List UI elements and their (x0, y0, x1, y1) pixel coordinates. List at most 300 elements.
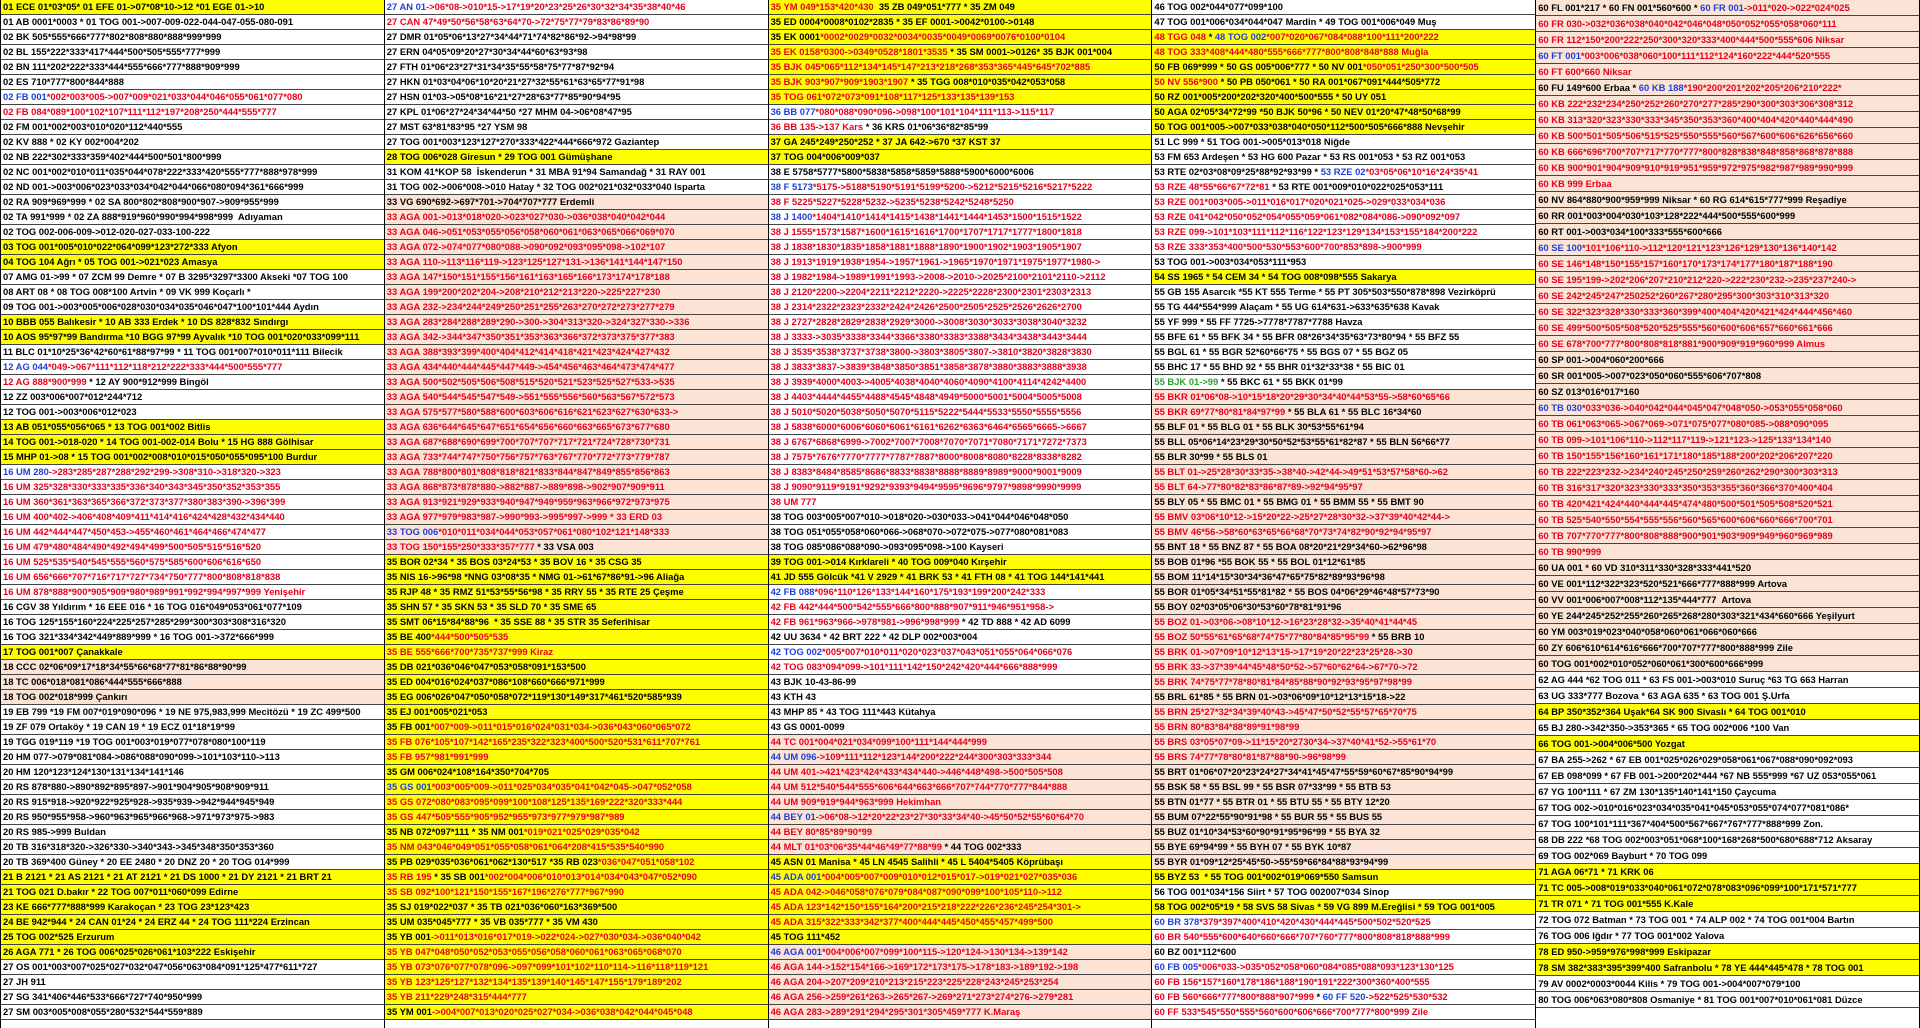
plate-row (385, 390, 768, 405)
plate-row-text: 35 YB 073*076*077*078*096->097*099*101*102*110*114->116*118*119*121 (386, 961, 709, 972)
plate-row-text: 16 UM 442*444*447*450*453->455*460*461*464*466*474*477 (3, 526, 266, 537)
plate-row-text: *1404*1410*1414*1415*1438*1441*1444*1453*1500*1515*1522 (812, 211, 1082, 222)
plate-row (1, 825, 384, 840)
plate-row-text: 65 BJ 280->342*350->353*365 * 65 TOG 002*006 *100 Van (1538, 722, 1790, 733)
plate-row (1152, 645, 1535, 660)
plate-row (385, 150, 768, 165)
plate-row (1152, 960, 1535, 975)
plate-row-text: *444*500*505*535 (431, 631, 509, 642)
plate-row-text: 55 BLY 05 * 55 BMC 01 * 55 BMG 01 * 55 BMM 55 * 55 BMT 90 (1154, 496, 1424, 507)
plate-row-text: 38 J 5838*6000*6006*6060*6061*6161*6262*6363*6464*6565*6665->6667 (770, 421, 1087, 432)
plate-row-text: 71 TC 005->008*019*033*040*061*072*078*083*096*099*100*171*571*777 (1538, 882, 1857, 893)
plate-row-text: 38 J 3833*3837->3839*3848*3850*3851*3858*3878*3880*3883*3888*3938 (770, 361, 1087, 372)
plate-row (385, 255, 768, 270)
plate-row-text: 38 J 1913*1919*1938*1954->1957*1961->1965*1970*1971*1975*1977*1980-> (770, 256, 1101, 267)
plate-row (1, 885, 384, 900)
plate-row-text: 21 B 2121 * 21 AS 2121 * 21 AT 2121 * 21 DS 1000 * 21 DY 2121 * 21 BRT 21 (3, 871, 332, 882)
plate-row-text: 60 FR 112*150*200*222*250*300*320*333*400*444*500*555*606 Niksar (1538, 34, 1845, 45)
plate-row-text: 13 AB 051*055*056*065 * 13 TOG 001*002 Bitlis (3, 421, 211, 432)
plate-row (1, 315, 384, 330)
plate-row (1536, 160, 1919, 176)
plate-row-text: 53 TOG 001->003*034*053*111*953 (1154, 256, 1307, 267)
plate-row (769, 510, 1152, 525)
plate-row-text: 02 KV 888 * 02 KY 002*004*202 (3, 136, 139, 147)
plate-row-text: 19 TGG 019*119 *19 TOG 001*003*019*077*078*080*100*119 (3, 736, 266, 747)
plate-row (1152, 945, 1535, 960)
plate-row (769, 75, 1152, 90)
plate-row-text: 16 CGV 38 Yıldırım * 16 EEE 016 * 16 TOG 016*049*053*061*077*109 (3, 601, 302, 612)
plate-row (385, 300, 768, 315)
plate-row (1, 930, 384, 945)
plate-row-text: 20 HM 077->079*081*084->086*088*090*099->101*103*110->113 (3, 751, 280, 762)
plate-row-text: 60 KB 188 (1638, 82, 1684, 93)
plate-row-text: 35 FB 957*981*991*999 (386, 751, 489, 762)
plate-row (1536, 64, 1919, 80)
plate-row (1536, 800, 1919, 816)
plate-row-text: * 55 BKC 61 * 55 BKK 01*99 (1218, 376, 1343, 387)
plate-row-text: 35 GS 072*080*083*095*099*100*108*125*135*169*222*320*333*444 (386, 796, 683, 807)
plate-row-text: 33 AGA 913*921*929*933*940*947*949*959*963*966*972*973*975 (386, 496, 670, 507)
plate-row-text: *096*110*126*133*144*160*175*193*199*200*242*333 (814, 586, 1046, 597)
plate-row (1, 255, 384, 270)
plate-row-text: 23 KE 666*777*888*999 Karakoçan * 23 TOG 23*123*423 (3, 901, 250, 912)
plate-row (1536, 624, 1919, 640)
plate-row-text: 21 TOG 021 D.bakır * 22 TOG 007*011*060*099 Edirne (3, 886, 239, 897)
plate-row (1, 810, 384, 825)
plate-row (1536, 96, 1919, 112)
plate-row (1152, 570, 1535, 585)
plate-row (385, 210, 768, 225)
plate-row (385, 450, 768, 465)
plate-row (769, 660, 1152, 675)
plate-row (385, 810, 768, 825)
plate-row (769, 885, 1152, 900)
plate-row (1152, 90, 1535, 105)
plate-row-text: * 12 AY 900*912*999 Bingöl (86, 376, 209, 387)
plate-row-text: 02 RA 909*969*999 * 02 SA 800*802*808*900*907->909*955*999 (3, 196, 279, 207)
plate-row (1, 450, 384, 465)
plate-row (1, 210, 384, 225)
plate-row-text: 20 RS 985->999 Buldan (3, 826, 106, 837)
plate-row (1536, 448, 1919, 464)
plate-row (1536, 16, 1919, 32)
plate-row-text: 35 RB 195 (386, 871, 432, 882)
plate-row-text: 53 FM 653 Ardeşen * 53 HG 600 Pazar * 53 RS 001*053 * 53 RZ 001*053 (1154, 151, 1466, 162)
plate-row (769, 675, 1152, 690)
plate-row-text: 02 BL 155*222*333*417*444*500*505*555*777*999 (3, 46, 221, 57)
plate-row-text: 55 BRK 01->07*09*10*12*13*15->17*19*20*22*23*25*28->30 (1154, 646, 1413, 657)
plate-row (769, 750, 1152, 765)
plate-row-text: 33 TOG 150*155*250*333*357*777 (386, 541, 535, 552)
plate-row-text: 01 AB 0001*0003 * 01 TOG 001->007-009-022-044-047-055-080-091 (3, 16, 294, 27)
plate-row (769, 990, 1152, 1005)
plate-row (769, 525, 1152, 540)
plate-row (1536, 896, 1919, 912)
plate-row-text: ->011*013*016*017*019->022*024->027*030*034->036*040*042 (430, 931, 701, 942)
plate-row (769, 150, 1152, 165)
plate-row-text: * 55 BLA 61 * 55 BLC 16*34*60 (1285, 406, 1422, 417)
plate-row (1152, 255, 1535, 270)
plate-row (769, 855, 1152, 870)
plate-row-text: 42 TOG 083*094*099->101*111*142*150*242*420*444*666*888*999 (770, 661, 1058, 672)
plate-row-text: 38 J 7575*7676*7770*7777*7787*7887*8000*8008*8080*8228*8338*8282 (770, 451, 1082, 462)
plate-row (1, 555, 384, 570)
plate-row-text: 35 NIS 16->96*98 *NNG 03*08*35 * NMG 01->61*67*86*91->96 Aliağa (386, 571, 685, 582)
plate-row (1, 240, 384, 255)
plate-row (1152, 360, 1535, 375)
plate-row-text: 02 NB 222*302*333*359*402*444*500*501*800*999 (3, 151, 222, 162)
plate-row-text: 66 TOG 001->004*006*500 Yozgat (1538, 738, 1685, 749)
plate-row (1536, 512, 1919, 528)
plate-row (1152, 285, 1535, 300)
plate-row-text: 60 FU 149*600 Erbaa * (1538, 82, 1639, 93)
plate-row-text: 38 J 3939*4000*4003->4005*4038*4040*4060*4090*4100*4114*4242*4400 (770, 376, 1087, 387)
plate-row (769, 210, 1152, 225)
plate-row (1152, 990, 1535, 1005)
plate-row (385, 165, 768, 180)
plate-row (385, 135, 768, 150)
plate-row-text: * 36 KRS 01*06*36*82*85*99 (863, 121, 989, 132)
plate-row (769, 30, 1152, 45)
plate-row-text: 60 FB 156*157*160*178*186*188*190*191*222*300*360*400*555 (1154, 976, 1430, 987)
plate-row (385, 630, 768, 645)
plate-row-text: 55 BRL 61*85 * 55 BRN 01->03*06*09*10*12*13*15*18->22 (1154, 691, 1406, 702)
plate-row-text: 60 SZ 013*016*017*160 (1538, 386, 1640, 397)
plate-row-text: ->06*08->010*15->17*19*20*23*25*26*30*32*34*35*38*40*46 (426, 1, 686, 12)
plate-row (385, 375, 768, 390)
plate-row-text: 60 SE 678*700*777*800*808*818*881*900*909*919*960*999 Almus (1538, 338, 1826, 349)
plate-row (1, 585, 384, 600)
plate-row-text: 27 AN 01 (386, 1, 427, 12)
plate-row (769, 450, 1152, 465)
plate-row (1, 615, 384, 630)
plate-row (385, 795, 768, 810)
plate-row (769, 555, 1152, 570)
plate-row-text: 35 BE 400 (386, 631, 432, 642)
plate-row (1152, 315, 1535, 330)
plate-row-text: 33 AGA 283*284*288*289*290->300->304*313*320->324*327*330->336 (386, 316, 690, 327)
plate-row-text: 02 TOG 002-006-009->012-020-027-033-100-222 (3, 226, 211, 237)
plate-row-text: 60 BR 378 (1154, 916, 1200, 927)
plate-row-text: 55 BKR 69*77*80*81*84*97*99 (1154, 406, 1286, 417)
plate-row (1536, 672, 1919, 688)
plate-row (769, 840, 1152, 855)
plate-row (385, 855, 768, 870)
plate-row-text: 55 BRS 03*05*07*09->11*15*20*2730*34->37*40*41*52->55*61*70 (1154, 736, 1437, 747)
plate-row-text: 38 J 5010*5020*5038*5050*5070*5115*5222*5444*5533*5550*5555*5556 (770, 406, 1082, 417)
plate-row (1536, 432, 1919, 448)
plate-row-text: 60 TB 316*317*320*323*330*333*350*353*355*360*366*370*400*404 (1538, 482, 1833, 493)
plate-row-text: 60 KB 900*901*904*909*910*919*951*959*972*975*982*987*989*990*999 (1538, 162, 1854, 173)
plate-row (1152, 195, 1535, 210)
plate-row-text: 27 FTH 01*06*23*27*31*34*35*55*58*75*77*87*92*94 (386, 61, 615, 72)
plate-row-text: 55 BRK 74*75*77*78*80*81*84*85*88*90*92*93*95*97*98*99 (1154, 676, 1412, 687)
plate-row-text: 35 RJP 48 * 35 RMZ 51*53*55*56*98 * 35 RRY 55 * 35 RTE 25 Çeşme (386, 586, 684, 597)
plate-row-text: 44 UM 096 (770, 751, 817, 762)
plate-row-text: *002*004*006*010*013*014*034*043*047*052*090 (484, 871, 697, 882)
plate-row (1536, 416, 1919, 432)
plate-row-text: 28 TOG 006*028 Giresun * 29 TOG 001 Gümüşhane (386, 151, 613, 162)
plate-row-text: 44 BEY 80*85*89*90*99 (770, 826, 873, 837)
plate-row (1152, 780, 1535, 795)
plate-row (1152, 165, 1535, 180)
plate-row-text: *006*033->035*052*058*060*084*085*088*093*123*130*125 (1198, 961, 1454, 972)
plate-row-text: 27 JH 911 (3, 976, 46, 987)
plate-row-text: 16 UM 325*328*330*333*335*336*340*343*345*350*352*353*355 (3, 481, 281, 492)
plate-row (1536, 32, 1919, 48)
plate-row (385, 465, 768, 480)
plate-row-text: 60 YE 244*245*252*255*260*265*268*280*303*321*434*660*666 Yeşilyurt (1538, 610, 1855, 621)
plate-row (1152, 210, 1535, 225)
plate-row-text: *004*005*007*009*010*012*015*017->019*021*027*035*036 (821, 871, 1078, 882)
plate-row (769, 90, 1152, 105)
plate-row (1152, 705, 1535, 720)
plate-row-text: 12 AG 044 (3, 361, 48, 372)
plate-row-text: 60 VV 001*006*007*008*112*135*444*777 Artova (1538, 594, 1752, 605)
plate-row-text: * 44 TOG 002*333 (941, 841, 1022, 852)
plate-row-text: 60 TB 707*770*777*800*808*888*900*901*903*909*949*960*969*989 (1538, 530, 1833, 541)
plate-row-text: 16 UM 656*666*707*716*717*727*734*750*777*800*808*818*838 (3, 571, 281, 582)
plate-row (769, 825, 1152, 840)
plate-row (769, 870, 1152, 885)
plate-row (1152, 150, 1535, 165)
plate-row-text: 55 BMV 46*56->58*60*63*65*66*68*70*73*74*82*90*92*94*95*97 (1154, 526, 1432, 537)
plate-row (1152, 510, 1535, 525)
plate-row-text: 39 TOG 001->014 Kırklareli * 40 TOG 009*040 Kırşehir (770, 556, 1007, 567)
plate-row (1536, 400, 1919, 416)
plate-row (1536, 0, 1919, 16)
plate-row (1536, 576, 1919, 592)
plate-row (385, 405, 768, 420)
plate-row-text: 63 UG 333*777 Bozova * 63 AGA 635 * 63 TOG 001 Ş.Urfa (1538, 690, 1790, 701)
plate-row-text: 51 LC 999 * 51 TOG 001->005*013*018 Niğde (1154, 136, 1350, 147)
plate-row-text: 50 FB 069*999 * 50 GS 005*006*777 * 50 NV 001 (1154, 61, 1363, 72)
plate-row (1536, 544, 1919, 560)
plate-row-text: 33 VG 690*692->697*701->704*707*777 Erdemli (386, 196, 595, 207)
plate-row-text: 38 J 2727*2828*2829*2838*2929*3000->3008*3030*3033*3038*3040*3232 (770, 316, 1087, 327)
plate-row-text: 07 AMG 01->99 * 07 ZCM 99 Demre * 07 B 3295*3297*3300 Akseki *07 TOG 100 (3, 271, 348, 282)
plate-row-text: 17 TOG 001*007 Çanakkale (3, 646, 123, 657)
plate-row-text: 44 UM 401->421*423*424*433*434*440->446*448*498->500*505*508 (770, 766, 1063, 777)
plate-row-text: 16 UM 280 (3, 466, 49, 477)
plate-row (1152, 675, 1535, 690)
plate-row-text: 35 BJK 045*065*112*134*145*147*213*218*268*353*365*445*645*702*885 (770, 61, 1091, 72)
plate-row-text: 09 TOG 001->003*005*006*028*030*034*035*046*047*100*101*444 Aydın (3, 301, 319, 312)
plate-row-text: *06*08->10*15*18*20*29*30*34*40*44*53*55->58*60*65*66 (1200, 391, 1450, 402)
plate-row-text: 38 TOG 085*086*088*090->093*095*098->100 Kayseri (770, 541, 1004, 552)
plate-row (769, 135, 1152, 150)
plate-row (385, 960, 768, 975)
plate-row (1152, 465, 1535, 480)
plate-row (1152, 690, 1535, 705)
plate-row-text: 53 RZE 001*003*005->011*016*017*020*021*025->029*033*034*036 (1154, 196, 1446, 207)
plate-row-text: 35 DB 021*036*046*047*053*058*091*153*500 (386, 661, 586, 672)
plate-row (769, 285, 1152, 300)
plate-row (1152, 735, 1535, 750)
plate-row-text: 50 AGA 02*05*34*72*99 *50 BJK 50*96 * 50 NEV 01*20*47*48*50*68*99 (1154, 106, 1461, 117)
plate-row (1536, 528, 1919, 544)
plate-row (1, 15, 384, 30)
plate-row (769, 600, 1152, 615)
plate-row (385, 315, 768, 330)
plate-row (1152, 585, 1535, 600)
plate-row-text: 35 YM 049*153*420*430 (770, 1, 874, 12)
plate-row-text: 67 TOG 002->010*016*023*034*035*041*045*053*055*074*077*081*086* (1538, 802, 1849, 813)
plate-row (385, 270, 768, 285)
plate-row-text: 38 J 2120*2200->2204*2211*2212*2220->2225*2228*2300*2301*2303*2313 (770, 286, 1092, 297)
plate-row-text: 60 FT 600*660 Niksar (1538, 66, 1632, 77)
plate-row (1, 525, 384, 540)
plate-row-text: 27 HSN 01*03->05*08*16*21*27*28*63*77*85*90*94*95 (386, 91, 621, 102)
plate-row (1, 735, 384, 750)
plate-row-text: 55 BMV 03*06*10*12->15*20*22->25*27*28*30*32->37*39*40*42*44-> (1154, 511, 1450, 522)
plate-row (1, 780, 384, 795)
plate-row (1536, 496, 1919, 512)
plate-row-text: 53 RZE 48*55*66*67*72*81 (1154, 181, 1270, 192)
plate-row (1, 90, 384, 105)
plate-row (385, 540, 768, 555)
plate-row (1152, 390, 1535, 405)
plate-row (1152, 855, 1535, 870)
plate-row-text: 42 FB 088 (770, 586, 815, 597)
plate-row-text: 20 RS 950*955*958->960*963*965*966*968->971*973*975->983 (3, 811, 275, 822)
plate-row (1152, 975, 1535, 990)
plate-row (1536, 992, 1919, 1008)
plate-row-text: 14 TOG 001->018-020 * 14 TOG 001-002-014 Bolu * 15 HG 888 Gölhisar (3, 436, 314, 447)
plate-row (769, 435, 1152, 450)
plate-row-text: *050*051*250*300*500*505 (1362, 61, 1479, 72)
plate-row (1152, 15, 1535, 30)
plate-row-text: 33 AGA 046->051*053*055*056*058*060*061*063*065*066*069*070 (386, 226, 675, 237)
plate-row (769, 960, 1152, 975)
plate-row-text: 35 EG 006*026*047*050*058*072*119*130*149*317*461*520*585*939 (386, 691, 682, 702)
plate-row-text: 55 BOR 01*05*34*51*55*81*82 * 55 BOS 04*06*29*46*48*57*73*90 (1154, 586, 1440, 597)
plate-row (1, 150, 384, 165)
plate-row (385, 120, 768, 135)
plate-row-text: 33 AGA 001->013*018*020->023*027*030->036*038*040*042*044 (386, 211, 666, 222)
plate-row-text: 38 UM 777 (770, 496, 817, 507)
plate-row (385, 885, 768, 900)
plate-row (385, 615, 768, 630)
plate-row-text: 16 TOG 321*334*342*449*889*999 * 16 TOG 001->372*666*999 (3, 631, 274, 642)
plate-row (1, 435, 384, 450)
plate-row (1, 705, 384, 720)
plate-row (1536, 48, 1919, 64)
plate-row (385, 645, 768, 660)
plate-row (769, 15, 1152, 30)
plate-row-text: ->06*08->12*20*22*23*27*30*33*34*40->45*50*52*55*60*64*70 (815, 811, 1084, 822)
plate-row-text: * 53 RTE 001*009*010*022*025*053*111 (1269, 181, 1444, 192)
plate-row-text: *002*003*005->007*009*021*033*044*046*055*061*077*080 (46, 91, 303, 102)
plate-row (769, 1005, 1152, 1020)
plate-row-text: * 33 VSA 003 (534, 541, 594, 552)
plate-row (1152, 810, 1535, 825)
plate-row-text: 45 ADA 315*322*333*342*377*400*444*445*450*455*457*499*500 (770, 916, 1053, 927)
plate-row-text: 20 RS 878*880->890*892*895*897->901*904*905*908*909*911 (3, 781, 269, 792)
plate-row-text: *03*05*06*10*16*24*35*41 (1365, 166, 1479, 177)
plate-row-text: 67 YG 100*111 * 67 ZM 130*135*140*141*150 Çaycuma (1538, 786, 1777, 797)
plate-row-text: 55 BLT 01->25*28*30*33*35->38*40->42*44->49*51*53*57*58*60->62 (1154, 466, 1448, 477)
plate-row-text: 33 AGA 232->234*244*249*250*251*255*263*270*272*273*277*279 (386, 301, 675, 312)
plate-row (1152, 765, 1535, 780)
plate-row (1, 855, 384, 870)
plate-row (769, 315, 1152, 330)
plate-row-text: *0002*0029*0032*0034*0035*0049*0069*0076*0100*0104 (820, 31, 1066, 42)
plate-row (769, 900, 1152, 915)
plate-row (1536, 912, 1919, 928)
plate-row-text: 38 J 1982*1984->1989*1991*1993->2008->2010->2025*2100*2101*2110->2112 (770, 271, 1106, 282)
plate-row-text: 60 TB 030 (1538, 402, 1582, 413)
plate-row-text: 04 TOG 104 Ağrı * 05 TOG 001->021*023 Amasya (3, 256, 218, 267)
plate-row (1, 1005, 384, 1020)
plate-row-text: 44 MLT 01*03*06*35*44*46*49*77*88*99 (770, 841, 942, 852)
plate-row (1536, 112, 1919, 128)
plate-row-text: 35 BOR 02*34 * 35 BOS 03*24*53 * 35 BOV 16 * 35 CSG 35 (386, 556, 642, 567)
plate-row (1152, 75, 1535, 90)
plate-row-text: 55 TG 444*554*999 Alaçam * 55 UG 614*631->633*635*638 Kavak (1154, 301, 1440, 312)
plate-row-text: *003*006*038*060*100*111*112*124*160*222*444*520*555 (1580, 50, 1831, 61)
plate-row (1, 510, 384, 525)
plate-row-text: 35 YB 211*229*248*315*444*777 (386, 991, 527, 1002)
plate-row-text: 62 AG 444 *62 TOG 011 * 63 FS 001->003*010 Suruç *63 TG 663 Harran (1538, 674, 1849, 685)
plate-row-text: 67 EB 098*099 * 67 FB 001->200*202*444 *67 NB 555*999 *67 UZ 053*055*061 (1538, 770, 1877, 781)
plate-row (385, 105, 768, 120)
plate-row-text: 60 TB 420*421*424*440*444*445*474*480*500*501*505*508*520*521 (1538, 498, 1833, 509)
plate-row-text: 60 FL 001*217 * 60 FN 001*560*600 * (1538, 2, 1701, 13)
plate-row-text: 27 SM 003*005*008*055*280*532*544*559*889 (3, 1006, 203, 1017)
plate-row (1, 600, 384, 615)
plate-row (1, 330, 384, 345)
plate-row-text: 78 SM 382*383*395*399*400 Safranbolu * 78 YE 444*445*478 * 78 TOG 001 (1538, 962, 1864, 973)
plate-row-text: 24 BE 942*944 * 24 CAN 01*24 * 24 ERZ 44 * 24 TOG 111*224 Erzincan (3, 916, 310, 927)
plate-row (385, 930, 768, 945)
plate-row (385, 555, 768, 570)
plate-row (385, 825, 768, 840)
plate-row (1, 480, 384, 495)
plate-row-text: 60 FB 005 (1154, 961, 1199, 972)
plate-row (1536, 704, 1919, 720)
plate-row-text: 33 AGA 342->344*347*350*351*353*363*366*372*373*375*377*383 (386, 331, 675, 342)
plate-row-text: 33 AGA 868*873*878*880->882*887->889*898->902*907*909*911 (386, 481, 665, 492)
plate-row-text: 79 AV 0002*0003*0044 Kilis * 79 TOG 001->004*007*079*100 (1538, 978, 1801, 989)
plate-row-text: * 35 SM 0001->0126* 35 BJK 001*004 (947, 46, 1113, 57)
plate-row-text: 02 ND 001->003*006*023*033*034*042*044*066*080*094*361*666*999 (3, 181, 304, 192)
plate-row (1, 225, 384, 240)
plate-row-text: 76 TOG 006 Iğdır * 77 TOG 001*002 Yalova (1538, 930, 1725, 941)
plate-row (769, 45, 1152, 60)
plate-row (769, 165, 1152, 180)
plate-row (385, 330, 768, 345)
plate-row (769, 735, 1152, 750)
plate-row-text: 27 KPL 01*06*27*24*34*44*50 *27 MHM 04->06*08*47*95 (386, 106, 632, 117)
plate-row (1, 570, 384, 585)
plate-row-text: 35 GS 001 (386, 781, 432, 792)
plate-row (1152, 345, 1535, 360)
plate-row (1, 795, 384, 810)
plate-row (1152, 0, 1535, 15)
plate-row-text: 20 HM 120*123*124*130*131*134*141*146 (3, 766, 184, 777)
plate-row-text: 36 BB 135->137 Kars (770, 121, 864, 132)
plate-row-text: 60 UA 001 * 60 VD 310*311*330*328*333*441*520 (1538, 562, 1752, 573)
plate-row-text: 60 FF 520 (1322, 991, 1366, 1002)
plate-row (385, 990, 768, 1005)
plate-row (1152, 330, 1535, 345)
plate-row (769, 345, 1152, 360)
plate-row-text: 37 TOG 004*006*009*037 (770, 151, 880, 162)
plate-row (1152, 870, 1535, 885)
plate-row (1, 495, 384, 510)
plate-row-text: ->522*525*530*532 (1365, 991, 1448, 1002)
